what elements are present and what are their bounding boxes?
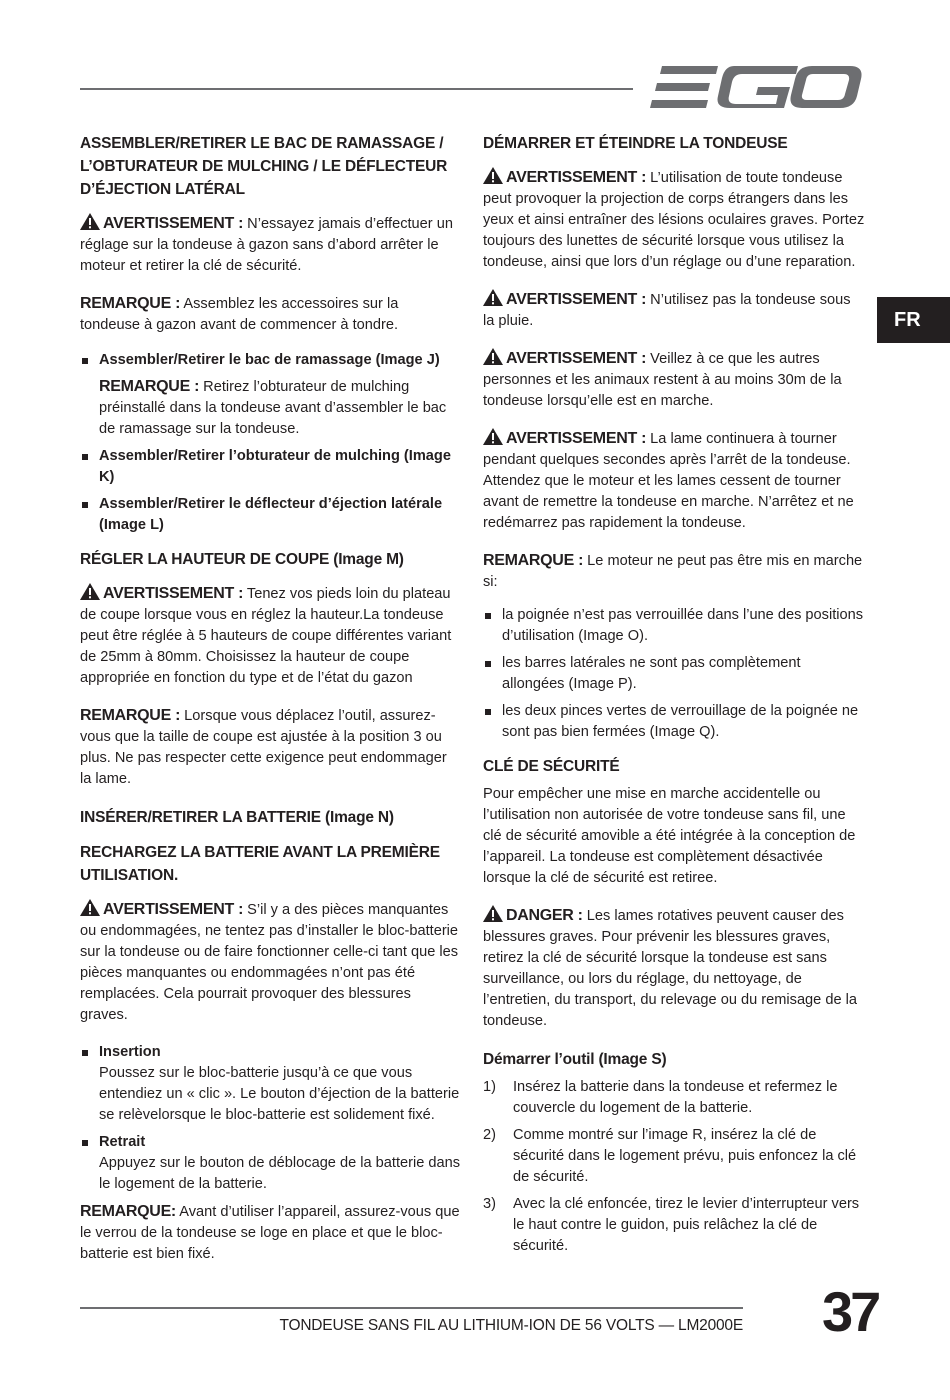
warning-1	[80, 213, 462, 277]
list-item: la poignée n’est pas verrouillée dans l’une des positions d’utilisation (Image O).	[483, 605, 865, 647]
ego-logo	[650, 62, 862, 114]
left-column	[80, 132, 462, 1281]
note-3: REMARQUE: Avant d’utiliser l’appareil, assurez-vous que le verrou de la tondeuse se loge en place et que le bloc-batterie est bien fixé.	[80, 1203, 460, 1262]
assembly-list	[80, 350, 462, 536]
danger: DANGER : Les lames rotatives peuvent causer des blessures graves. Pour prévenir les blessures graves, retirez la clé de sécurité lorsque la tondeuse est sans surveillance, ou lors du réglage, du nettoyage, de l’entretien, du transport, du relevage ou du remisage de la tondeuse.	[483, 907, 857, 1029]
footer-title: TONDEUSE SANS FIL AU LITHIUM-ION DE 56 VOLTS — LM2000E	[279, 1317, 743, 1334]
list-item: Insertion Poussez sur le bloc-batterie jusqu’à ce que vous entendiez un « clic ». Le bouton d’éjection de la batterie se relèvelorsque le bloc-batterie est solidement fixé.	[80, 1042, 462, 1126]
warning-triangle-icon	[80, 213, 100, 230]
heading-recharge: RECHARGEZ LA BATTERIE AVANT LA PREMIÈRE UTILISATION.	[80, 844, 440, 884]
list-item: les barres latérales ne sont pas complètement allongées (Image P).	[483, 653, 865, 695]
conditions-list	[483, 605, 865, 743]
note-text: Assemblez les accessoires sur la tondeuse à gazon avant de commencer à tondre.	[80, 296, 399, 333]
list-item: Assembler/Retirer le déflecteur d’éjection latérale (Image L)	[80, 494, 462, 536]
warning-triangle-icon	[80, 899, 100, 916]
list-item: Assembler/Retirer l’obturateur de mulching (Image K)	[80, 446, 462, 488]
warning-triangle-icon	[483, 905, 503, 922]
list-item: Retrait Appuyez sur le bouton de déblocage de la batterie dans le logement de la batterie.	[80, 1132, 462, 1195]
list-item: les deux pinces vertes de verrouillage de la poignée ne sont pas bien fermées (Image Q).	[483, 701, 865, 743]
warning-text: N’essayez jamais d’effectuer un réglage sur la tondeuse à gazon sans d’abord arrêter le moteur et retirer la clé de sécurité.	[80, 216, 453, 274]
warning-triangle-icon	[483, 348, 503, 365]
list-item: Assembler/Retirer le bac de ramassage (Image J) REMARQUE : Retirez l’obturateur de mulching préinstallé dans la tondeuse avant d’assembler le bac de ramassage sur la tondeuse.	[80, 350, 462, 440]
warning-2: AVERTISSEMENT : Tenez vos pieds loin du plateau de coupe lorsque vous en réglez la hauteur.La tondeuse peut être réglée à 5 hauteurs de coupe différentes variant de 25mm à 80mm. Choisissez la hauteur de coupe appropriée en fonction du type et de l’état du gazon	[80, 585, 452, 686]
cle-paragraph: Pour empêcher une mise en marche accidentelle ou l’utilisation non autorisée de votre tondeuse sans fil, une clé de sécurité amovible a été intégrée à la conception de l’appareil. La tondeuse est complètement désactivée lorsque la clé de sécurité est retiree.	[483, 786, 856, 886]
heading-bac: ASSEMBLER/RETIRER LE BAC DE RAMASSAGE / L’OBTURATEUR DE MULCHING / LE DÉFLECTEUR D’ÉJECTION LATÉRAL	[80, 135, 448, 198]
note-label: REMARQUE :	[80, 295, 181, 312]
heading-outil: Démarrer l’outil (Image S)	[483, 1051, 667, 1068]
note-1	[80, 293, 462, 336]
header-rule	[80, 88, 633, 90]
heading-demarrer: DÉMARRER ET ÉTEINDRE LA TONDEUSE	[483, 135, 788, 152]
heading-batterie: INSÉRER/RETIRER LA BATTERIE (Image N)	[80, 809, 394, 826]
warning-triangle-icon	[483, 167, 503, 184]
warning-r3: AVERTISSEMENT : Veillez à ce que les autres personnes et les animaux restent à au moins 30m de la tondeuse lorsqu’elle est en marche.	[483, 350, 842, 409]
heading-cle: CLÉ DE SÉCURITÉ	[483, 758, 620, 775]
note-r1: REMARQUE : Le moteur ne peut pas être mis en marche si:	[483, 552, 863, 590]
page-number: 37	[822, 1280, 879, 1343]
steps-list	[483, 1077, 865, 1257]
list-item: 3) Avec la clé enfoncée, tirez le levier d’interrupteur vers le haut contre le guidon, puis relâchez la clé de sécurité.	[483, 1196, 860, 1254]
warning-triangle-icon	[483, 428, 503, 445]
language-tab: FR	[877, 297, 950, 343]
sub-note: REMARQUE : Retirez l’obturateur de mulching préinstallé dans la tondeuse avant d’assembler le bac de ramassage sur la tondeuse.	[99, 378, 447, 437]
warning-triangle-icon	[483, 289, 503, 306]
right-column	[483, 132, 865, 1263]
warning-r2: AVERTISSEMENT : N’utilisez pas la tondeuse sous la pluie.	[483, 291, 851, 329]
footer-rule	[80, 1307, 743, 1309]
warning-triangle-icon	[80, 583, 100, 600]
heading-hauteur: RÉGLER LA HAUTEUR DE COUPE (Image M)	[80, 551, 404, 568]
warning-label: AVERTISSEMENT :	[103, 215, 244, 232]
list-item: 1) Insérez la batterie dans la tondeuse et refermez le couvercle du logement de la batterie.	[483, 1079, 838, 1116]
warning-r1: AVERTISSEMENT : L’utilisation de toute tondeuse peut provoquer la projection de corps étrangers dans les yeux et ainsi entraîner des lésions oculaires graves. Portez toujours des lunettes de sécurité lorsque vous utilisez la tondeuse, ainsi que lors d’un réglage ou d’une reparation.	[483, 169, 865, 270]
warning-r4: AVERTISSEMENT : La lame continuera à tourner pendant quelques secondes après l’arrêt de la tondeuse. Attendez que le moteur et les lames cessent de tourner avant de remettre la tondeuse en marche. N’arrêtez et ne redémarrez pas rapidement la tondeuse.	[483, 430, 854, 531]
warning-3: AVERTISSEMENT : S’il y a des pièces manquantes ou endommagées, ne tentez pas d’installer le bloc-batterie sur la tondeuse ou de faire fonctionner celle-ci tant que les pièces manquantes ou endommagées n’ont pas été remplacées. Cela pourrait provoquer des blessures graves.	[80, 901, 459, 1023]
battery-list	[80, 1042, 462, 1195]
note-2: REMARQUE : Lorsque vous déplacez l’outil, assurez-vous que la taille de coupe est ajustée à la position 3 ou plus. Ne pas respecter cette exigence peut endommager la lame.	[80, 707, 447, 787]
list-item: 2) Comme montré sur l’image R, insérez la clé de sécurité dans le logement prévu, puis enfoncez la clé de sécurité.	[483, 1127, 857, 1185]
